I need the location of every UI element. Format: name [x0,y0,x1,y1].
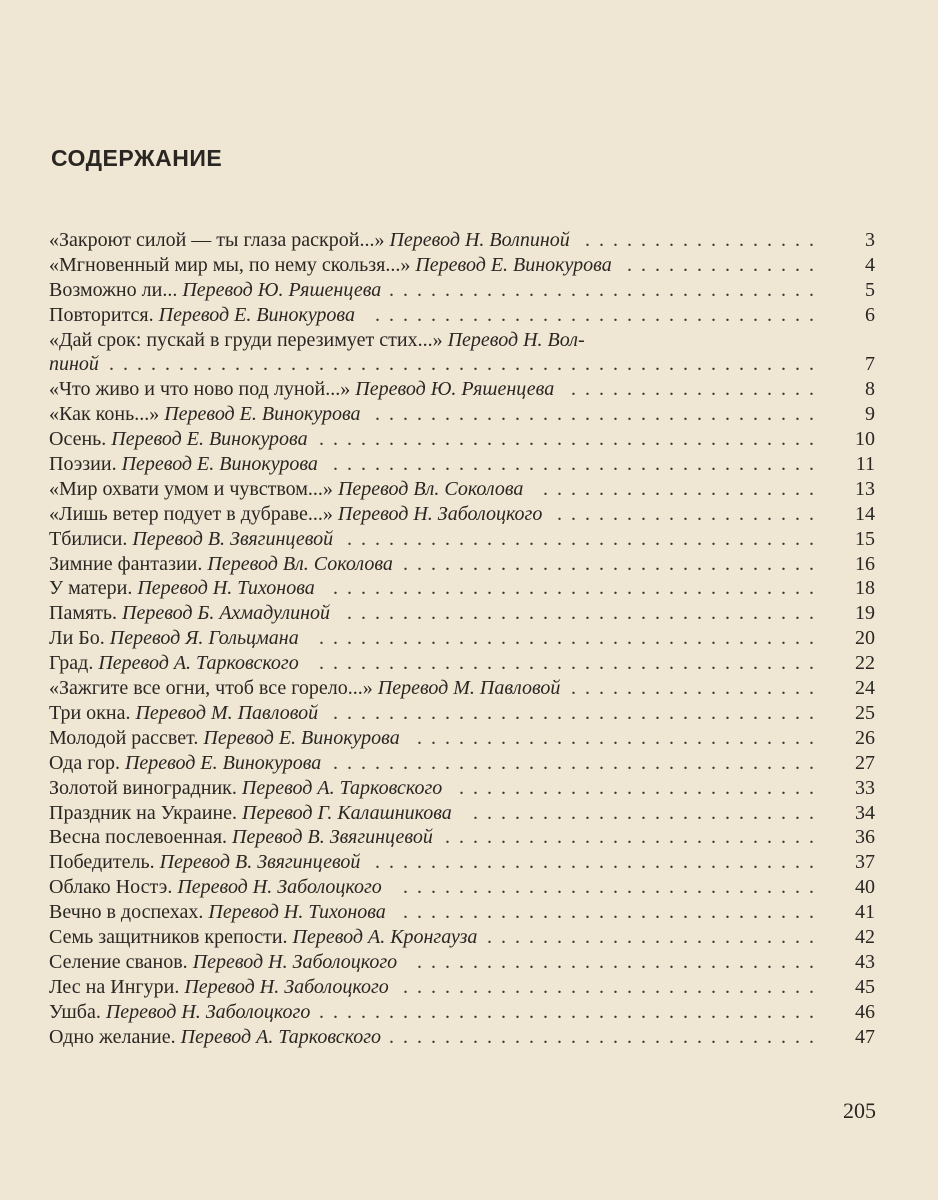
toc-page-number: 11 [855,453,875,476]
toc-entry-text [49,875,382,900]
toc-page-number: 4 [865,253,875,276]
toc-entry [49,502,875,527]
poem-title: Ода гор. [49,751,125,774]
toc-entry [49,676,875,701]
toc-entry [49,1000,875,1025]
toc-entry-text [49,726,400,751]
poem-title: Золотой виноградник. [49,776,242,799]
translator-credit: Перевод Вл. Соколова [337,477,524,500]
translator-credit: Перевод Е. Винокурова [111,428,308,451]
toc-entry [49,278,875,303]
toc-entry-text [49,303,355,328]
poem-title: Победитель. [49,851,160,874]
toc-entry-text [49,825,433,850]
toc-entry-text [49,900,386,925]
translator-credit: Перевод Н. Заболоцкого [192,950,398,973]
translator-credit: Перевод Б. Ахмадулиной [122,602,331,625]
toc-entry-text [49,676,560,701]
poem-title: «Мгновенный мир мы, по нему скользя...» [49,253,416,276]
translator-credit: Перевод А. Кронгауза [292,925,478,948]
translator-credit: Перевод Г. Калашникова [242,801,452,824]
toc-entry-text [49,776,442,801]
dot-leader: ................... [557,502,823,525]
toc-page-number: 47 [855,1025,875,1048]
toc-entry [49,975,875,1000]
dot-leader: ................................... [333,751,823,774]
toc-entry [49,552,875,577]
translator-credit: Перевод Е. Винокурова [203,726,400,749]
poem-title: Лес на Ингури. [49,975,185,998]
translator-credit: Перевод Е. Винокурова [158,303,355,326]
translator-credit: Перевод Н. Заболоцкого [105,1000,311,1023]
translator-credit: Перевод Н. Тихонова [137,577,315,600]
dot-leader: .................................... [319,627,823,650]
toc-page-number: 15 [855,527,875,550]
translator-credit: Перевод Вл. Соколова [207,552,393,575]
poem-title: Ли Бо. [49,627,110,650]
toc-page-number: 26 [855,726,875,749]
poem-title: Одно желание. [49,1025,181,1048]
toc-entry-text [49,701,318,726]
poem-title: Поэзии. [49,453,122,476]
toc-entry [49,925,875,950]
poem-title: «Зажгите все огни, чтоб все горело...» [49,677,378,700]
dot-leader: ................................ [375,851,823,874]
translator-credit: Перевод Е. Винокурова [164,403,361,426]
toc-entry-text [49,751,321,776]
toc-entry-text [49,228,570,253]
toc-entry-text [49,1025,381,1050]
translator-credit: Перевод Н. Тихонова [208,901,386,924]
dot-leader: .................... [543,477,823,500]
toc-entry [49,328,875,378]
dot-leader: .......................... [459,776,823,799]
poem-title: Семь защитников крепости. [49,925,293,948]
toc-page-number: 10 [855,428,875,451]
toc-entry [49,228,875,253]
toc-entry [49,751,875,776]
poem-title: Молодой рассвет. [49,726,204,749]
poem-title: «Лишь ветер подует в дубраве...» [49,502,338,525]
dot-leader: ......................... [473,801,823,824]
poem-title: Повторится. [49,303,159,326]
translator-credit: Перевод Е. Винокурова [124,751,322,774]
toc-entry-text [49,402,361,427]
toc-entry [49,900,875,925]
dot-leader: ........................ [487,925,823,948]
toc-entry [49,825,875,850]
toc-page-number: 18 [855,577,875,600]
toc-entry [49,452,875,477]
translator-credit: Перевод Е. Винокурова [415,253,612,276]
toc-entry-text [49,626,299,651]
dot-leader: ................................... [333,701,823,724]
poem-title: «Мир охвати умом и чувством...» [49,477,338,500]
toc-page-number: 46 [855,1000,875,1023]
translator-credit: Перевод А. Тарковского [98,652,299,675]
toc-entry-text [49,975,389,1000]
toc-page-number: 24 [855,677,875,700]
translator-credit: Перевод Е. Винокурова [121,453,318,476]
toc-entry-text [49,452,318,477]
toc-page-number: 9 [865,403,875,426]
poem-title: Три окна. [49,701,136,724]
dot-leader: ............................. [417,950,823,973]
dot-leader: .................................. [347,602,823,625]
poem-title: Тбилиси. [49,527,133,550]
toc-page-number: 8 [865,378,875,401]
toc-entry [49,626,875,651]
toc-entry-text [49,278,381,303]
dot-leader: ................................... [333,577,823,600]
toc-page-number: 43 [855,950,875,973]
toc-page-number: 40 [855,876,875,899]
translator-credit: Перевод Н. Вол- [447,328,585,351]
page-title: СОДЕРЖАНИЕ [51,145,223,171]
poem-title: «Дай срок: пускай в груди перезимует стих...» [49,328,448,351]
poem-title: «Что живо и что ново под луной...» [49,378,356,401]
dot-leader: .............................. [403,901,823,924]
poem-title: «Как конь...» [49,403,165,426]
toc-entry-text [49,552,393,577]
dot-leader: .................................. [347,527,823,550]
toc-page-number: 45 [855,975,875,998]
toc-entry-text [49,477,523,502]
table-of-contents [49,228,875,1049]
poem-title: «Закроют силой — ты глаза раскрой...» [49,229,390,251]
toc-page-number: 14 [855,502,875,525]
dot-leader: ........................... [445,826,823,849]
toc-entry [49,253,875,278]
toc-entry-text [49,801,452,826]
translator-credit: Перевод В. Звягинцевой [232,826,433,849]
toc-page-number: 16 [855,552,875,575]
dot-leader: ............................... [389,1025,823,1048]
toc-entry [49,651,875,676]
dot-leader: ................................... [333,453,823,476]
toc-entry-text [49,527,333,552]
translator-credit: Перевод Н. Заболоцкого [177,876,382,899]
translator-credit: Перевод А. Тарковского [241,776,443,799]
dot-leader: ................................ [375,403,823,426]
toc-page-number: 7 [865,353,875,376]
dot-leader: .................. [571,677,823,700]
toc-entry [49,801,875,826]
dot-leader: ............................... [389,278,823,301]
toc-entry [49,850,875,875]
dot-leader: ................................ [375,303,823,326]
toc-entry-text [49,328,585,353]
dot-leader: .................................... [319,652,823,675]
toc-entry-text [49,925,477,950]
poem-title: Селение сванов. [49,950,193,973]
toc-page-number: 33 [855,776,875,799]
toc-entry-text [49,377,554,402]
dot-leader: .............................. [403,975,823,998]
toc-entry-text [49,427,308,452]
toc-page-number: 6 [865,303,875,326]
toc-entry [49,303,875,328]
dot-leader: .................................... [319,428,823,451]
dot-leader: ................. [585,229,823,251]
dot-leader: ................................................... [109,353,823,376]
toc-page-number: 34 [855,801,875,824]
toc-entry-text [49,651,299,676]
toc-page-number: 5 [865,278,875,301]
dot-leader: ............................. [417,726,823,749]
toc-page-number: 19 [855,602,875,625]
translator-credit: Перевод Ю. Ряшенцева [355,378,555,401]
translator-credit: Перевод В. Звягинцевой [132,527,334,550]
toc-entry [49,726,875,751]
poem-title: Весна послевоенная. [49,826,233,849]
toc-page-number: 36 [855,826,875,849]
dot-leader: .................. [571,378,823,401]
toc-page-number: 3 [865,229,875,251]
toc-page-number: 20 [855,627,875,650]
dot-leader: .............................. [403,876,823,899]
translator-credit: Перевод А. Тарковского [180,1025,382,1048]
poem-title: Возможно ли... [49,278,183,301]
toc-entry [49,576,875,601]
toc-entry [49,601,875,626]
translator-credit: Перевод Н. Заболоцкого [337,502,543,525]
poem-title: Зимние фантазии. [49,552,208,575]
toc-page-number: 13 [855,477,875,500]
poem-title: Осень. [49,428,112,451]
toc-entry-text [49,950,397,975]
toc-entry [49,427,875,452]
translator-credit: Перевод Н. Волпиной [389,229,570,251]
poem-title: Облако Ностэ. [49,876,178,899]
toc-page-number: 27 [855,751,875,774]
toc-page-number: 25 [855,701,875,724]
page-number: 205 [843,1098,876,1123]
translator-credit: Перевод Н. Заболоцкого [184,975,389,998]
toc-page-number: 42 [855,925,875,948]
toc-page-number: 41 [855,901,875,924]
toc-page-number: 37 [855,851,875,874]
toc-entry [49,950,875,975]
poem-title: Вечно в доспехах. [49,901,209,924]
dot-leader: .............................. [403,552,823,575]
toc-entry [49,776,875,801]
toc-entry [49,527,875,552]
toc-entry-text [49,576,315,601]
poem-title: У матери. [49,577,138,600]
toc-entry-text [49,601,330,626]
toc-page-number: 22 [855,652,875,675]
poem-title: Ушба. [49,1000,106,1023]
translator-credit: Перевод Я. Гольцмана [109,627,299,650]
translator-credit-continued: пиной [49,353,99,376]
dot-leader: .............. [627,253,823,276]
toc-entry [49,377,875,402]
poem-title: Память. [49,602,123,625]
toc-entry [49,1025,875,1050]
poem-title: Праздник на Украине. [49,801,243,824]
toc-entry-text [49,1000,310,1025]
dot-leader: .................................... [319,1000,823,1023]
translator-credit: Перевод М. Павловой [135,701,319,724]
toc-entry [49,402,875,427]
toc-entry [49,477,875,502]
translator-credit: Перевод В. Звягинцевой [159,851,361,874]
toc-entry [49,701,875,726]
poem-title: Град. [49,652,99,675]
toc-entry-text [49,502,542,527]
toc-entry-text [49,253,612,278]
toc-entry-text [49,850,360,875]
translator-credit: Перевод Ю. Ряшенцева [182,278,382,301]
translator-credit: Перевод М. Павловой [377,677,561,700]
toc-entry [49,875,875,900]
